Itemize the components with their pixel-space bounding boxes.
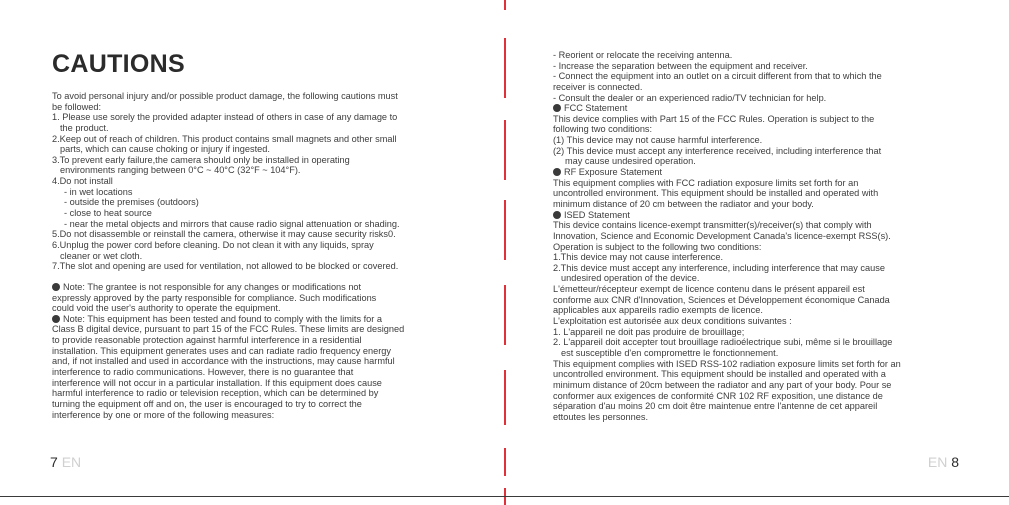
line-text: 2. L'appareil doit accepter tout brouillage radioélectrique subi, même si le brouillage — [553, 337, 893, 348]
text-line — [52, 399, 404, 410]
text-line — [52, 314, 404, 325]
line-text: uncontrolled environment. This equipment should be installed and operated with a — [553, 369, 886, 380]
text-line — [52, 367, 404, 378]
text-line — [553, 61, 901, 72]
line-text: conforme aux CNR d'Innovation, Sciences et Développement économique Canada — [553, 294, 890, 305]
page-number: 8 — [951, 454, 959, 470]
bottom-rule — [0, 496, 1009, 497]
text-line — [553, 412, 901, 423]
line-text: - in wet locations — [64, 186, 133, 197]
regulatory-text — [553, 50, 901, 422]
center-divider-segment — [504, 0, 506, 10]
line-text: - outside the premises (outdoors) — [64, 197, 199, 208]
text-line — [52, 144, 404, 155]
line-text: conformer aux exigences de conformité CNR 102 RF exposition, une distance de — [553, 390, 883, 401]
line-text: - Connect the equipment into an outlet on a circuit different from that to which the — [553, 71, 882, 82]
text-line — [52, 208, 404, 219]
line-text: and, if not installed and used in accordance with the instructions, may cause harmful — [52, 356, 395, 367]
line-text: This device contains licence-exempt transmitter(s)/receiver(s) that comply with — [553, 220, 872, 231]
line-text: Innovation, Science and Economic Development Canada's licence-exempt RSS(s). — [553, 230, 891, 241]
text-line — [553, 348, 901, 359]
text-line — [553, 210, 901, 221]
text-line — [553, 178, 901, 189]
line-text: 7.The slot and opening are used for ventilation, not allowed to be blocked or covered. — [52, 261, 399, 272]
line-text: RF Exposure Statement — [564, 167, 663, 178]
line-text: expressly approved by the party responsible for compliance. Such modifications — [52, 292, 377, 303]
line-text: ettoutes les personnes. — [553, 411, 648, 422]
center-divider-segment — [504, 448, 506, 476]
line-text: 1. L'appareil ne doit pas produire de brouillage; — [553, 326, 745, 337]
line-text: To avoid personal injury and/or possible product damage, the following cautions must — [52, 91, 398, 101]
text-line — [52, 197, 404, 208]
line-text: 2.Keep out of reach of children. This product contains small magnets and other small — [52, 133, 397, 144]
text-line — [553, 380, 901, 391]
line-text: cleaner or wet cloth. — [60, 250, 143, 261]
text-line — [553, 327, 901, 338]
text-line — [52, 219, 404, 230]
text-line — [553, 337, 901, 348]
text-line — [52, 155, 404, 166]
line-text: - Increase the separation between the equipment and receiver. — [553, 60, 808, 71]
line-text: - Consult the dealer or an experienced radio/TV technician for help. — [553, 92, 827, 103]
line-text: to provide reasonable protection against harmful interference in a residential — [52, 335, 362, 346]
line-text: minimum distance of 20cm between the radiator and any part of your body. Pour se — [553, 379, 892, 390]
text-line — [52, 346, 404, 357]
text-line — [52, 388, 404, 399]
line-text: - Reorient or relocate the receiving antenna. — [553, 50, 733, 60]
text-line — [52, 261, 404, 272]
text-line — [553, 231, 901, 242]
text-line — [553, 295, 901, 306]
line-text: may cause undesired operation. — [565, 156, 696, 167]
text-line — [52, 112, 404, 123]
line-text: Operation is subject to the following two conditions: — [553, 241, 762, 252]
text-line — [553, 188, 901, 199]
text-line — [52, 324, 404, 335]
bullet-dot-icon — [52, 283, 60, 291]
line-text: est susceptible d'en compromettre le fonctionnement. — [561, 347, 779, 358]
line-text: (2) This device must accept any interference received, including interference that — [553, 145, 882, 156]
text-line — [52, 378, 404, 389]
line-text: be followed: — [52, 101, 102, 112]
line-text: interference will not occur in a particular installation. If this equipment does cause — [52, 377, 382, 388]
text-line — [553, 103, 901, 114]
text-line — [52, 282, 404, 293]
line-text: L'exploitation est autorisée aux deux conditions suivantes : — [553, 316, 792, 327]
text-line — [553, 124, 901, 135]
line-text: 5.Do not disassemble or reinstall the camera, otherwise it may cause security risks0. — [52, 229, 396, 240]
line-text: installation. This equipment generates uses and can radiate radio frequency energy — [52, 345, 391, 356]
line-text: Class B digital device, pursuant to part 15 of the FCC Rules. These limits are designed — [52, 324, 405, 335]
page-number: 7 — [50, 454, 58, 470]
line-text: This equipment complies with FCC radiation exposure limits set forth for an — [553, 177, 859, 188]
line-text: following two conditions: — [553, 124, 653, 135]
text-line — [52, 335, 404, 346]
text-line — [553, 220, 901, 231]
text-line — [553, 93, 901, 104]
text-line — [553, 167, 901, 178]
line-text: L'émetteur/récepteur exempt de licence contenu dans le présent appareil est — [553, 284, 865, 295]
text-line — [553, 199, 901, 210]
text-line — [553, 401, 901, 412]
text-line — [553, 146, 901, 157]
text-line — [52, 123, 404, 134]
line-text: - near the metal objects and mirrors that cause radio signal attenuation or shading. — [64, 218, 400, 229]
text-line — [52, 91, 404, 102]
bullet-dot-icon — [553, 168, 561, 176]
line-text: FCC Statement — [564, 103, 628, 114]
line-text: 6.Unplug the power cord before cleaning. Do not clean it with any liquids, spray — [52, 239, 374, 250]
page-number-right — [928, 454, 959, 470]
text-line — [553, 156, 901, 167]
text-line — [553, 252, 901, 263]
bullet-dot-icon — [553, 211, 561, 219]
line-text: séparation d'au moins 20 cm doit être maintenue entre l'antenne de cet appareil — [553, 401, 878, 412]
center-divider-segment — [504, 285, 506, 345]
text-line — [52, 102, 404, 113]
text-line — [553, 284, 901, 295]
text-line — [52, 240, 404, 251]
line-text: interference to radio communications. However, there is no guarantee that — [52, 367, 354, 378]
line-text: environments ranging between 0°C ~ 40°C (32°F ~ 104°F). — [60, 165, 301, 176]
text-line — [553, 316, 901, 327]
center-divider-segment — [504, 120, 506, 180]
line-text: This equipment complies with ISED RSS-102 radiation exposure limits set forth for an — [553, 358, 901, 369]
line-text: ISED Statement — [564, 209, 630, 220]
page-lang-label: EN — [927, 454, 948, 470]
left-page — [0, 0, 504, 505]
text-line — [52, 293, 404, 304]
line-text: 3.To prevent early failure,the camera should only be installed in operating — [52, 154, 350, 165]
line-text: 1.This device may not cause interference. — [553, 252, 724, 263]
text-line — [52, 410, 404, 421]
text-line — [553, 263, 901, 274]
page-number-left — [50, 454, 81, 470]
bullet-dot-icon — [52, 315, 60, 323]
text-line — [52, 176, 404, 187]
text-line — [553, 305, 901, 316]
text-line — [553, 369, 901, 380]
center-divider-segment — [504, 370, 506, 425]
page-title: CAUTIONS — [52, 50, 185, 78]
paragraph-gap — [52, 272, 404, 282]
text-line — [553, 135, 901, 146]
line-text: (1) This device may not cause harmful interference. — [553, 135, 763, 146]
line-text: the product. — [60, 122, 109, 133]
line-text: interference by one or more of the following measures: — [52, 409, 275, 420]
text-line — [52, 229, 404, 240]
line-text: receiver is connected. — [553, 81, 643, 92]
text-line — [553, 71, 901, 82]
text-line — [553, 242, 901, 253]
center-divider-segment — [504, 38, 506, 98]
line-text: harmful interference to radio or television reception, which can be determined by — [52, 388, 379, 399]
line-text: Note: The grantee is not responsible for any changes or modifications not — [63, 281, 362, 292]
line-text: This device complies with Part 15 of the FCC Rules. Operation is subject to the — [553, 113, 875, 124]
text-line — [52, 134, 404, 145]
text-line — [553, 391, 901, 402]
text-line — [553, 50, 901, 61]
text-line — [52, 303, 404, 314]
text-line — [52, 165, 404, 176]
text-line — [553, 359, 901, 370]
line-text: 4.Do not install — [52, 176, 113, 187]
cautions-text — [52, 91, 404, 420]
line-text: turning the equipment off and on, the user is encouraged to try to correct the — [52, 398, 362, 409]
line-text: uncontrolled environment. This equipment should be installed and operated with — [553, 188, 879, 199]
text-line — [52, 356, 404, 367]
text-line — [52, 187, 404, 198]
text-line — [553, 114, 901, 125]
bullet-dot-icon — [553, 104, 561, 112]
text-line — [553, 273, 901, 284]
line-text: - close to heat source — [64, 208, 152, 219]
line-text: 2.This device must accept any interference, including interference that may cause — [553, 262, 885, 273]
line-text: parts, which can cause choking or injury if ingested. — [60, 144, 270, 155]
line-text: could void the user's authority to operate the equipment. — [52, 303, 281, 314]
line-text: undesired operation of the device. — [561, 273, 700, 284]
line-text: Note: This equipment has been tested and found to comply with the limits for a — [63, 313, 383, 324]
center-divider-segment — [504, 200, 506, 260]
page-lang-label: EN — [61, 454, 82, 470]
line-text: 1. Please use sorely the provided adapter instead of others in case of any damage to — [52, 112, 398, 123]
line-text: applicables aux appareils radio exempts de licence. — [553, 305, 763, 316]
right-page — [505, 0, 1009, 505]
line-text: minimum distance of 20 cm between the radiator and your body. — [553, 198, 814, 209]
text-line — [553, 82, 901, 93]
text-line — [52, 251, 404, 262]
